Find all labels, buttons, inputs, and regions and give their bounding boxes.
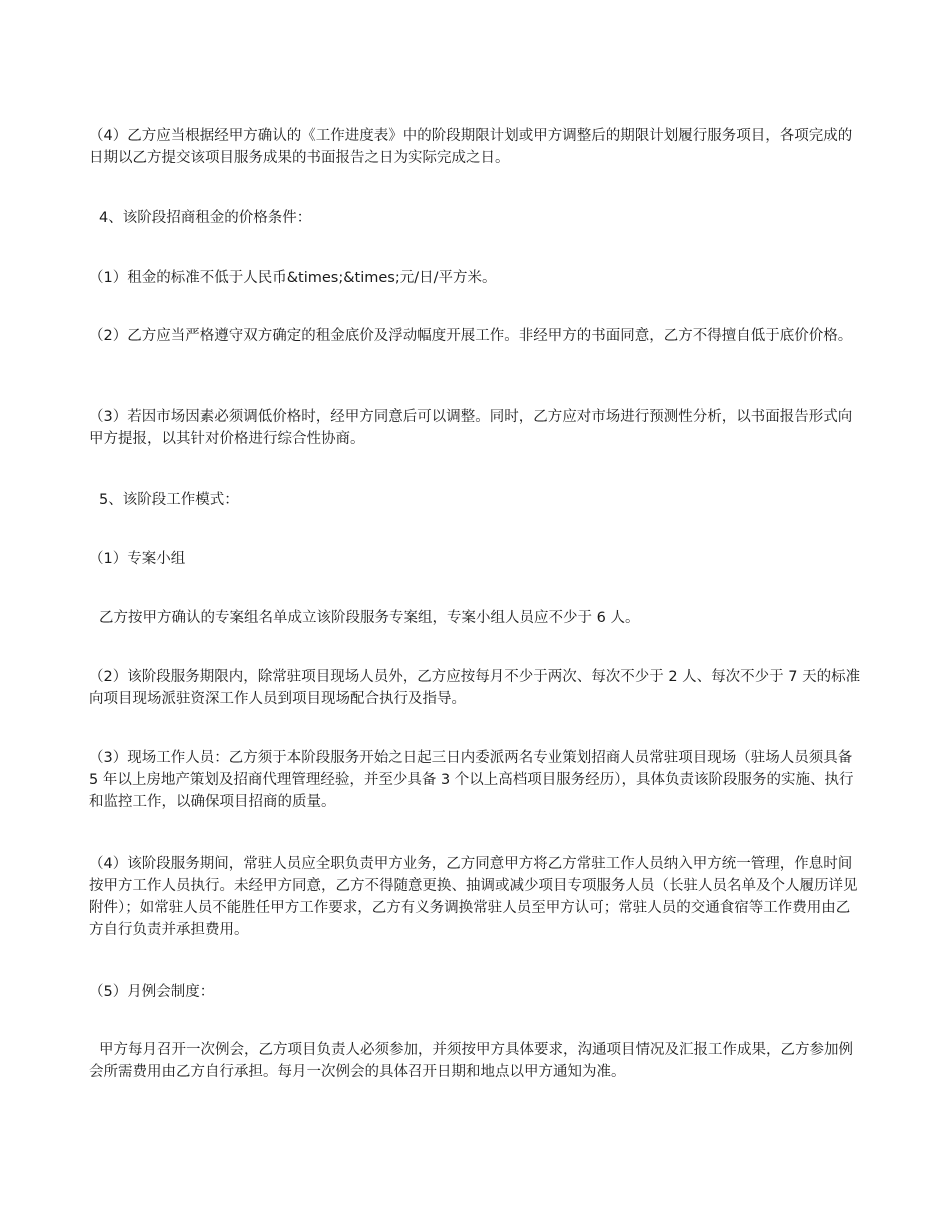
paragraph-price-adjustment: （3）若因市场因素必须调低价格时，经甲方同意后可以调整。同时，乙方应对市场进行预测性分析，以书面报告形式向甲方提报，以其针对价格进行综合性协商。 [89, 409, 853, 447]
paragraph-onsite-staff: （3）现场工作人员：乙方须于本阶段服务开始之日起三日内委派两名专业策划招商人员常驻项目现场（驻场人员须具备 5 年以上房地产策划及招商代理管理经验，并至少具备 3 个以上高档项目服务经历），具体负责该阶段服务的实施、执行和监控工作，以确保项目招商的质量。 [89, 750, 854, 810]
paragraph-progress-schedule: （4）乙方应当根据经甲方确认的《工作进度表》中的阶段期限计划或甲方调整后的期限计划履行服务项目，各项完成的日期以乙方提交该项目服务成果的书面报告之日为实际完成之日。 [89, 128, 853, 166]
paragraph-project-team: 乙方按甲方确认的专案组名单成立该阶段服务专案组，专案小组人员应不少于 6 人。 [99, 610, 640, 626]
heading-work-mode: 5、该阶段工作模式： [99, 492, 239, 508]
paragraph-onsite-dispatch: （2）该阶段服务期限内，除常驻项目现场人员外，乙方应按每月不少于两次、每次不少于 2 人、每次不少于 7 天的标准向项目现场派驻资深工作人员到项目现场配合执行及指导。 [89, 669, 861, 707]
paragraph-rent-standard: （1）租金的标准不低于人民币&times;&times;元/日/平方米。 [89, 270, 497, 286]
heading-rent-price-conditions: 4、该阶段招商租金的价格条件： [99, 210, 312, 226]
paragraph-rent-floor-price: （2）乙方应当严格遵守双方确定的租金底价及浮动幅度开展工作。非经甲方的书面同意，乙方不得擅自低于底价价格。 [89, 328, 853, 344]
paragraph-monthly-meeting: 甲方每月召开一次例会，乙方项目负责人必须参加，并须按甲方具体要求，沟通项目情况及汇报工作成果，乙方参加例会所需费用由乙方自行承担。每月一次例会的具体召开日期和地点以甲方通知为准。 [89, 1042, 853, 1080]
heading-monthly-meeting: （5）月例会制度： [89, 984, 215, 1000]
paragraph-project-team-heading: （1）专案小组 [89, 551, 186, 567]
paragraph-resident-staff: （4）该阶段服务期间，常驻人员应全职负责甲方业务，乙方同意甲方将乙方常驻工作人员纳入甲方统一管理，作息时间按甲方工作人员执行。未经甲方同意，乙方不得随意更换、抽调或减少项目专项服务人员（长驻人员名单及个人履历详见附件）；如常驻人员不能胜任甲方工作要求，乙方有义务调换常驻人员至甲方认可；常驻人员的交通食宿等工作费用由乙方自行负责并承担费用。 [89, 856, 858, 938]
